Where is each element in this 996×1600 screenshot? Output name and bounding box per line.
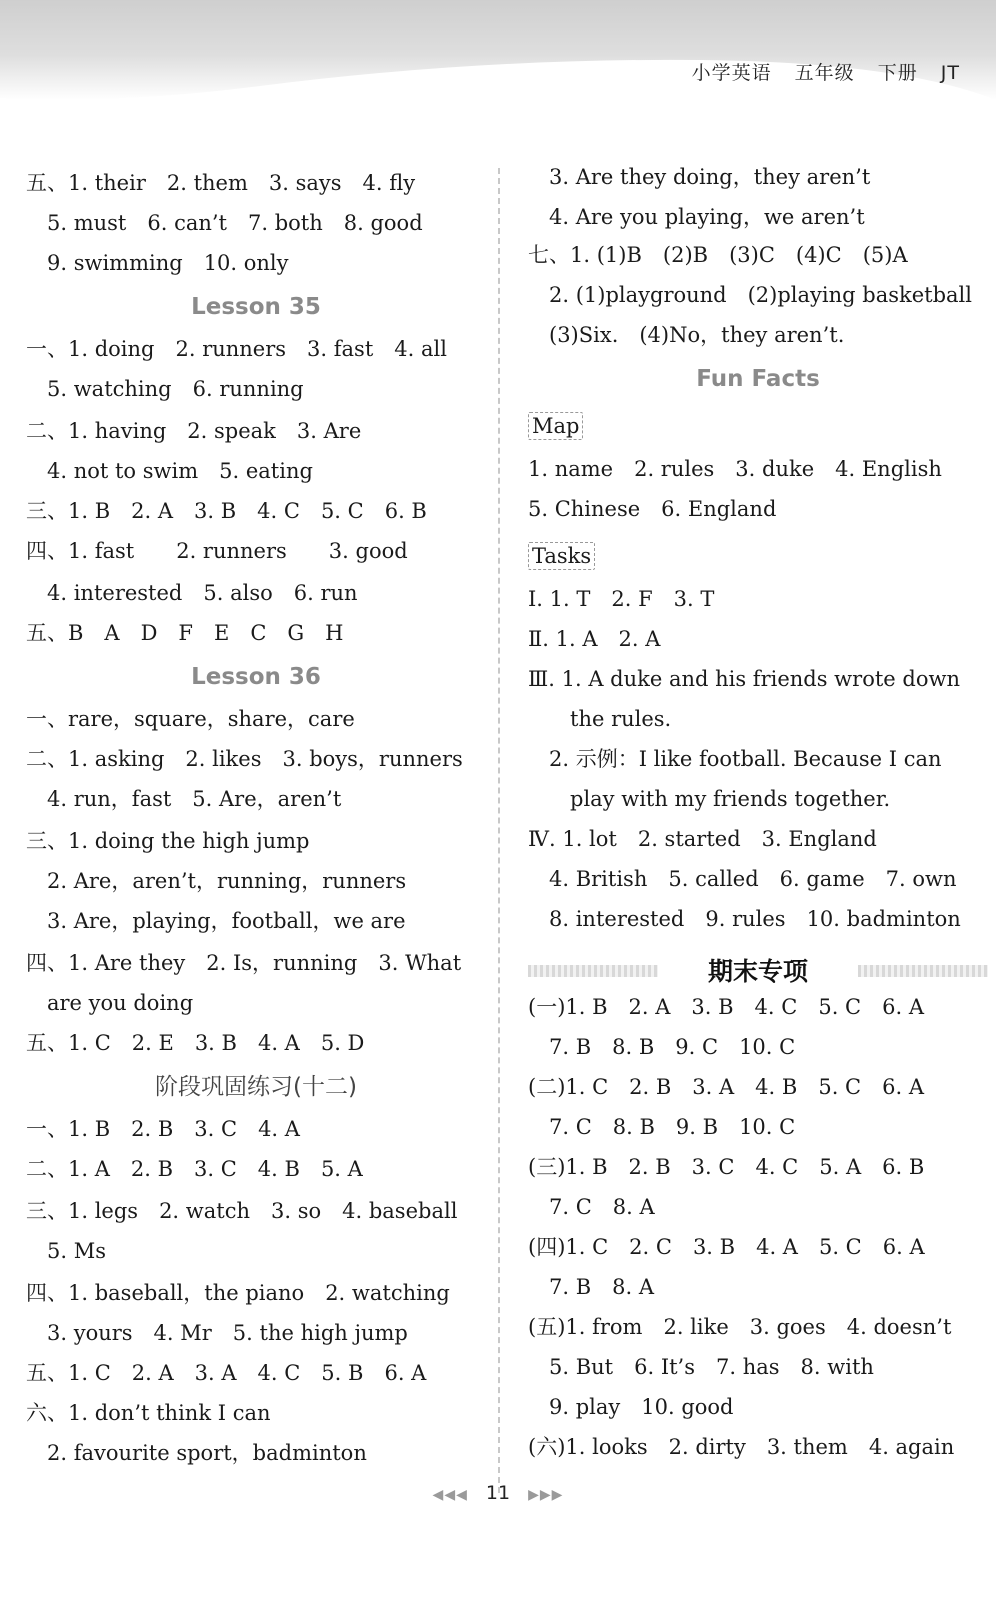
answer-line: 3. Are they doing，they aren’t (528, 165, 871, 189)
answer-line: (五)1. from 2. like 3. goes 4. doesn’t (528, 1315, 952, 1339)
header-band (0, 0, 996, 100)
answer-line: 8. interested 9. rules 10. badminton (528, 907, 961, 931)
answer-line: (3)Six. (4)No，they aren’t. (528, 323, 845, 347)
title-decoration-left (528, 965, 658, 977)
answer-line: Ⅳ. 1. lot 2. started 3. England (528, 827, 877, 851)
answer-line: 2. Are，aren’t，running，runners (26, 869, 407, 893)
answer-line: (二)1. C 2. B 3. A 4. B 5. C 6. A (528, 1075, 924, 1099)
answer-line: 7. C 8. A (528, 1195, 655, 1219)
answer-line: 一、rare，square，share，care (26, 707, 355, 731)
boxed-label: Map (528, 412, 583, 440)
answer-line: 四、1. Are they 2. Is，running 3. What (26, 951, 462, 975)
answer-line: 4. British 5. called 6. game 7. own (528, 867, 957, 891)
answer-line: 五、B A D F E C G H (26, 621, 344, 645)
prev-arrows-icon: ◀◀◀ (432, 1487, 468, 1503)
answer-line: 一、1. B 2. B 3. C 4. A (26, 1117, 300, 1141)
answer-line: 5. Chinese 6. England (528, 497, 777, 521)
answer-line: (一)1. B 2. A 3. B 4. C 5. C 6. A (528, 995, 924, 1019)
answer-line: 3. yours 4. Mr 5. the high jump (26, 1321, 408, 1345)
answer-line: 2. (1)playground (2)playing basketball (528, 283, 972, 307)
section-heading: 阶段巩固练习(十二) (155, 1074, 357, 1100)
page-number: 11 (485, 1482, 511, 1504)
answer-line: 五、1. their 2. them 3. says 4. fly (26, 171, 416, 195)
answer-line: 四、1. fast 2. runners 3. good (26, 539, 408, 563)
section-heading: Fun Facts (696, 366, 820, 392)
answer-line: 五、1. C 2. E 3. B 4. A 5. D (26, 1031, 365, 1055)
answer-line: 4. Are you playing，we aren’t (528, 205, 865, 229)
grade-label: 五年级 (794, 62, 855, 84)
answer-line: 7. B 8. A (528, 1275, 655, 1299)
answer-line: 4. run，fast 5. Are，aren’t (26, 787, 342, 811)
answer-line: are you doing (26, 991, 194, 1015)
answer-line: 二、1. having 2. speak 3. Are (26, 419, 362, 443)
section-heading: Lesson 35 (191, 294, 321, 320)
answer-line: the rules. (528, 707, 672, 731)
answer-line: 9. play 10. good (528, 1395, 734, 1419)
volume-label: 下册 (877, 62, 918, 84)
edition-label: JT (940, 62, 960, 84)
answer-line: 一、1. doing 2. runners 3. fast 4. all (26, 337, 447, 361)
answer-line: 七、1. (1)B (2)B (3)C (4)C (5)A (528, 243, 908, 267)
answer-line: 4. not to swim 5. eating (26, 459, 313, 483)
answer-line: Ⅱ. 1. A 2. A (528, 627, 661, 651)
answer-line: 三、1. legs 2. watch 3. so 4. baseball (26, 1199, 458, 1223)
answer-line: (三)1. B 2. B 3. C 4. C 5. A 6. B (528, 1155, 925, 1179)
answer-line: 5. must 6. can’t 7. both 8. good (26, 211, 423, 235)
answer-line: 5. Ms (26, 1239, 106, 1263)
answer-line: 3. Are，playing，football，we are (26, 909, 406, 933)
answer-line: 四、1. baseball，the piano 2. watching (26, 1281, 450, 1305)
answer-line: 1. name 2. rules 3. duke 4. English (528, 457, 942, 481)
answer-line: 二、1. A 2. B 3. C 4. B 5. A (26, 1157, 363, 1181)
answer-line: 2. 示例：I like football. Because I can (528, 747, 942, 771)
answer-line: 7. B 8. B 9. C 10. C (528, 1035, 796, 1059)
answer-line: (四)1. C 2. C 3. B 4. A 5. C 6. A (528, 1235, 925, 1259)
answer-line: 二、1. asking 2. likes 3. boys，runners (26, 747, 463, 771)
answer-line: (六)1. looks 2. dirty 3. them 4. again (528, 1435, 955, 1459)
answer-line: 五、1. C 2. A 3. A 4. C 5. B 6. A (26, 1361, 427, 1385)
subject-label: 小学英语 (691, 62, 772, 84)
answer-line: 5. But 6. It’s 7. has 8. with (528, 1355, 874, 1379)
next-arrows-icon: ▶▶▶ (528, 1487, 564, 1503)
answer-line: 4. interested 5. also 6. run (26, 581, 358, 605)
answer-line: 9. swimming 10. only (26, 251, 289, 275)
column-divider (498, 168, 500, 1493)
section-heading: Lesson 36 (191, 664, 321, 690)
boxed-label: Tasks (528, 542, 595, 570)
answer-line: Ⅰ. 1. T 2. F 3. T (528, 587, 715, 611)
answer-line: 2. favourite sport，badminton (26, 1441, 367, 1465)
final-section-title: 期末专项 (528, 952, 988, 988)
page-footer (0, 1482, 996, 1504)
answer-line: 5. watching 6. running (26, 377, 304, 401)
book-info (676, 58, 960, 85)
answer-line: 三、1. doing the high jump (26, 829, 310, 853)
answer-line: Ⅲ. 1. A duke and his friends wrote down (528, 667, 960, 691)
answer-line: 7. C 8. B 9. B 10. C (528, 1115, 796, 1139)
answer-line: play with my friends together. (528, 787, 891, 811)
answer-line: 六、1. don’t think I can (26, 1401, 271, 1425)
answer-line: 三、1. B 2. A 3. B 4. C 5. C 6. B (26, 499, 427, 523)
title-decoration-right (858, 965, 988, 977)
